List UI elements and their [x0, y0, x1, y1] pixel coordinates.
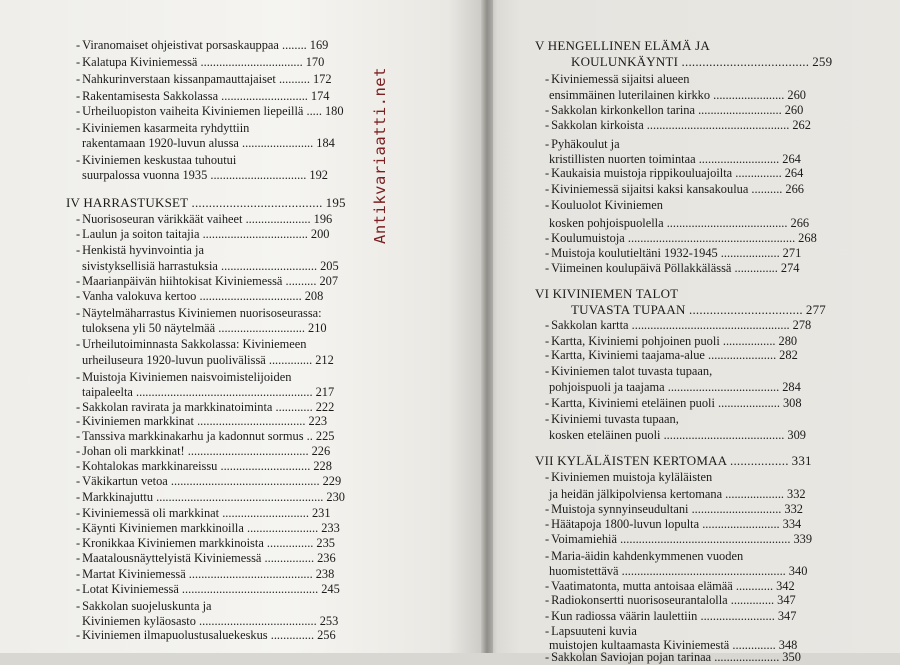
- entry-page-number: 266: [785, 182, 804, 196]
- entry-title: Kun radiossa väärin laulettiin ........................: [551, 609, 775, 623]
- entry-page-number: 260: [787, 88, 806, 102]
- toc-entry: [545, 502, 803, 517]
- toc-entry: [76, 153, 236, 168]
- toc-entry: [545, 470, 712, 485]
- entry-page-number: 280: [778, 334, 798, 348]
- toc-entry: [76, 38, 328, 53]
- entry-title: Lapsuuteni kuvia: [551, 624, 637, 638]
- toc-entry: [76, 567, 334, 582]
- entry-page-number: 340: [788, 564, 808, 578]
- entry-dash: -: [76, 212, 81, 226]
- entry-dash: -: [76, 289, 81, 303]
- entry-page-number: 200: [310, 227, 330, 241]
- entry-dash: -: [76, 459, 81, 473]
- entry-title: ja heidän jälkipolviensa kertomana ...................: [549, 487, 785, 501]
- entry-title: Häätapoja 1800-luvun lopulta .........................: [551, 517, 780, 531]
- toc-entry: [545, 364, 712, 379]
- toc-entry: [76, 490, 345, 505]
- entry-page-number: 282: [779, 348, 798, 362]
- entry-page-number: 226: [311, 444, 331, 458]
- entry-dash: -: [545, 334, 550, 348]
- toc-entry: [76, 582, 340, 597]
- toc-entry: [545, 624, 637, 639]
- entry-dash: -: [76, 400, 81, 414]
- toc-entry: [549, 88, 806, 103]
- entry-page-number: 208: [304, 289, 324, 303]
- entry-page-number: 308: [782, 396, 802, 410]
- toc-entry: [76, 212, 332, 227]
- entry-dash: -: [545, 198, 550, 212]
- entry-dash: -: [76, 337, 81, 351]
- toc-entry: [82, 385, 334, 400]
- entry-page-number: 233: [321, 521, 340, 535]
- entry-dash: -: [545, 650, 550, 664]
- entry-title: Viimeinen koulupäivä Pöllakkälässä ..............: [551, 261, 778, 275]
- entry-dash: -: [545, 579, 550, 593]
- entry-title: Kaukaisia muistoja rippikouluajoilta ...............: [551, 166, 782, 180]
- entry-page-number: 205: [320, 259, 339, 273]
- entry-title: Nuorisoseuran värikkäät vaiheet .....................: [82, 212, 311, 226]
- entry-title: Kiviniemessä sijaitsi kaksi kansakoulua ..........: [551, 182, 783, 196]
- toc-entry: [545, 182, 804, 197]
- toc-entry: [82, 136, 335, 151]
- entry-title: Sakkolan ravirata ja markkinatoiminta ............: [82, 400, 313, 414]
- toc-entry: [76, 370, 291, 385]
- entry-title: Kiviniemen keskustaa tuhoutui: [82, 153, 237, 167]
- entry-page-number: 245: [321, 582, 340, 596]
- entry-dash: -: [76, 506, 81, 520]
- toc-entry: [76, 274, 338, 289]
- watermark-text: Antikvariaatti.net: [371, 67, 389, 244]
- entry-page-number: 332: [784, 502, 803, 516]
- entry-title: Kiviniemi tuvasta tupaan,: [551, 412, 679, 426]
- entry-title: Kalatupa Kiviniemessä .................................: [82, 55, 303, 69]
- entry-dash: -: [545, 502, 550, 516]
- entry-title: kosken eteläinen puoli .......................................: [549, 428, 785, 442]
- entry-page-number: 228: [313, 459, 332, 473]
- entry-title: Kartta, Kiviniemi taajama-alue ......................: [551, 348, 777, 362]
- entry-title: Kronikkaa Kiviniemen markkinoista ...............: [82, 536, 314, 550]
- entry-title: Kiviniemen kasarmeita ryhdyttiin: [82, 121, 250, 135]
- toc-section-heading: [571, 54, 832, 69]
- toc-entry: [76, 414, 327, 429]
- toc-entry: [545, 593, 796, 608]
- toc-entry: [76, 72, 332, 87]
- toc-entry: [549, 216, 809, 231]
- entry-title: Väkikartun vetoa ................................................: [82, 474, 320, 488]
- entry-title: Voimamiehiä .......................................................: [551, 532, 791, 546]
- entry-title: tuloksena yli 50 näytelmää ............................: [82, 321, 305, 335]
- toc-entry: [549, 380, 801, 395]
- entry-dash: -: [76, 628, 81, 642]
- entry-title: Maria-äidin kahdenkymmenen vuoden: [551, 549, 744, 563]
- toc-section-heading: [535, 453, 812, 468]
- entry-dash: -: [545, 396, 550, 410]
- entry-page-number: 309: [787, 428, 806, 442]
- toc-entry: [76, 474, 341, 489]
- entry-page-number: 223: [308, 414, 328, 428]
- entry-dash: -: [76, 153, 81, 167]
- entry-page-number: 238: [315, 567, 335, 581]
- entry-title: Maatalousnäyttelyistä Kiviniemessä ................: [82, 551, 315, 565]
- entry-dash: -: [76, 599, 81, 613]
- toc-entry: [76, 243, 204, 258]
- entry-page-number: 210: [308, 321, 327, 335]
- toc-entry: [76, 459, 332, 474]
- entry-dash: -: [545, 364, 550, 378]
- entry-title: Kiviniemessä sijaitsi alueen: [551, 72, 690, 86]
- entry-dash: -: [76, 582, 81, 596]
- entry-title: pohjoispuoli ja taajama ....................................: [549, 380, 780, 394]
- toc-section-heading: [535, 286, 678, 301]
- entry-page-number: 339: [793, 532, 813, 546]
- entry-title: Kiviniemen ilmapuolustusaluekeskus ..............: [82, 628, 315, 642]
- entry-page-number: 347: [777, 593, 796, 607]
- toc-entry: [76, 306, 322, 321]
- entry-page-number: 212: [315, 353, 334, 367]
- entry-dash: -: [76, 55, 81, 69]
- entry-page-number: 174: [310, 89, 330, 103]
- entry-page-number: 222: [315, 400, 335, 414]
- entry-title: Vaatimatonta, mutta antoisaa elämää ............: [551, 579, 774, 593]
- entry-dash: -: [76, 474, 81, 488]
- entry-dash: -: [545, 246, 550, 260]
- entry-page-number: 170: [305, 55, 325, 69]
- entry-title: Tanssiva markkinakarhu ja kadonnut sormus ..: [82, 429, 313, 443]
- entry-title: Laulun ja soiton taitajia ..................................: [82, 227, 308, 241]
- toc-entry: [545, 137, 620, 152]
- entry-dash: -: [76, 429, 81, 443]
- toc-entry: [545, 334, 797, 349]
- entry-dash: -: [545, 593, 550, 607]
- toc-entry: [76, 55, 324, 70]
- entry-title: Muistoja Kiviniemen naisvoimistelijoiden: [82, 370, 292, 384]
- entry-page-number: 268: [798, 231, 817, 245]
- entry-page-number: 229: [322, 474, 342, 488]
- entry-page-number: 274: [780, 261, 800, 275]
- entry-page-number: 334: [782, 517, 802, 531]
- entry-page-number: 348: [778, 638, 798, 652]
- entry-dash: -: [76, 551, 81, 565]
- entry-page-number: 230: [326, 490, 345, 504]
- toc-entry: [545, 103, 803, 118]
- entry-title: ensimmäinen luterilainen kirkko .......................: [549, 88, 785, 102]
- entry-title: V HENGELLINEN ELÄMÄ JA: [535, 38, 710, 53]
- entry-title: Vanha valokuva kertoo .................................: [82, 289, 302, 303]
- entry-title: Kiviniemessä oli markkinat ............................: [82, 506, 309, 520]
- entry-title: kristillisten nuorten toimintaa ..........................: [549, 152, 780, 166]
- entry-title: kosken pohjoispuolella .......................................: [549, 216, 788, 230]
- entry-title: Kouluolot Kiviniemen: [551, 198, 663, 212]
- entry-title: Henkistä hyvinvointia ja: [82, 243, 204, 257]
- toc-entry: [76, 289, 323, 304]
- entry-dash: -: [545, 348, 550, 362]
- entry-page-number: 262: [792, 118, 811, 132]
- toc-entry: [76, 444, 330, 459]
- entry-title: Sakkolan suojeluskunta ja: [82, 599, 212, 613]
- entry-title: Kiviniemen kyläosasto ......................................: [82, 614, 317, 628]
- entry-dash: -: [76, 227, 81, 241]
- entry-page-number: 192: [309, 168, 328, 182]
- entry-title: Rakentamisesta Sakkolassa ............................: [82, 89, 308, 103]
- entry-page-number: 278: [792, 318, 812, 332]
- entry-title: suurpalossa vuonna 1935 ...............................: [82, 168, 307, 182]
- entry-title: Muistoja koulutieltäni 1932-1945 ...................: [551, 246, 780, 260]
- toc-entry: [549, 152, 801, 167]
- entry-page-number: 332: [787, 487, 806, 501]
- entry-page-number: 347: [777, 609, 797, 623]
- entry-title: Johan oli markkinat! .......................................: [82, 444, 309, 458]
- toc-entry: [545, 348, 798, 363]
- toc-entry: [82, 321, 327, 336]
- entry-title: Sakkolan kartta ...................................................: [551, 318, 790, 332]
- entry-title: Lotat Kiviniemessä ............................................: [82, 582, 319, 596]
- entry-dash: -: [76, 72, 81, 86]
- entry-page-number: 195: [325, 195, 346, 210]
- entry-page-number: 277: [805, 302, 826, 317]
- entry-title: TUVASTA TUPAAN .................................: [571, 302, 803, 317]
- entry-title: huomistettävä .....................................................: [549, 564, 786, 578]
- toc-section-heading: [535, 38, 710, 53]
- toc-entry: [76, 506, 331, 521]
- entry-title: Kartta, Kiviniemi eteläinen puoli ....................: [551, 396, 780, 410]
- entry-page-number: 256: [317, 628, 336, 642]
- toc-entry: [549, 428, 806, 443]
- entry-page-number: 253: [319, 614, 339, 628]
- entry-dash: -: [545, 118, 550, 132]
- entry-dash: -: [545, 231, 550, 245]
- entry-dash: -: [545, 103, 550, 117]
- toc-entry: [76, 429, 334, 444]
- entry-dash: -: [76, 414, 81, 428]
- entry-page-number: 207: [319, 274, 339, 288]
- toc-entry: [545, 231, 817, 246]
- entry-dash: -: [76, 536, 81, 550]
- toc-entry: [545, 198, 663, 213]
- toc-entry: [76, 599, 212, 614]
- entry-title: Käynti Kiviniemen markkinoilla .......................: [82, 521, 319, 535]
- entry-title: IV HARRASTUKSET ......................................: [66, 195, 323, 210]
- toc-entry: [545, 650, 801, 665]
- entry-title: VII KYLÄLÄISTEN KERTOMAA .................: [535, 453, 789, 468]
- entry-title: Radiokonsertti nuorisoseurantalolla ..............: [551, 593, 775, 607]
- toc-entry: [545, 579, 795, 594]
- entry-title: taipaleelta .........................................................: [82, 385, 313, 399]
- toc-entry: [545, 166, 803, 181]
- entry-title: Kartta, Kiviniemi pohjoinen puoli .................: [551, 334, 776, 348]
- entry-page-number: 225: [315, 429, 335, 443]
- entry-dash: -: [545, 549, 550, 563]
- entry-page-number: 342: [776, 579, 795, 593]
- toc-section-heading: [571, 302, 826, 317]
- entry-page-number: 331: [791, 453, 812, 468]
- entry-dash: -: [76, 38, 81, 52]
- entry-dash: -: [545, 517, 550, 531]
- entry-dash: -: [76, 567, 81, 581]
- toc-entry: [545, 72, 689, 87]
- entry-dash: -: [545, 318, 550, 332]
- entry-dash: -: [545, 261, 550, 275]
- entry-dash: -: [76, 89, 81, 103]
- entry-title: Näytelmäharrastus Kiviniemen nuorisoseurassa:: [82, 306, 322, 320]
- toc-entry: [76, 227, 330, 242]
- entry-title: Pyhäkoulut ja: [551, 137, 620, 151]
- toc-entry: [76, 104, 344, 119]
- entry-title: Kohtalokas markkinareissu .............................: [82, 459, 311, 473]
- entry-dash: -: [545, 609, 550, 623]
- toc-entry: [76, 551, 336, 566]
- toc-section-heading: [66, 195, 346, 210]
- entry-dash: -: [76, 444, 81, 458]
- toc-entry: [545, 609, 796, 624]
- entry-dash: -: [76, 521, 81, 535]
- entry-dash: -: [545, 72, 550, 86]
- entry-page-number: 350: [782, 650, 801, 664]
- entry-page-number: 172: [312, 72, 332, 86]
- entry-title: Maarianpäivän hiihtokisat Kiviniemessä ..........: [82, 274, 317, 288]
- toc-entry: [545, 318, 811, 333]
- entry-title: Kiviniemen markkinat ...................................: [82, 414, 306, 428]
- entry-title: Muistoja synnyinseudultani .............................: [551, 502, 782, 516]
- toc-entry: [76, 536, 335, 551]
- entry-title: muistojen kultaamasta Kiviniemestä ..............: [549, 638, 776, 652]
- entry-page-number: 264: [782, 152, 801, 166]
- book-gutter: [481, 0, 493, 653]
- toc-entry: [545, 532, 812, 547]
- entry-page-number: 180: [324, 104, 344, 118]
- toc-entry: [76, 121, 249, 136]
- entry-page-number: 184: [316, 136, 335, 150]
- toc-entry: [76, 628, 336, 643]
- toc-entry: [76, 337, 307, 352]
- entry-title: Nahkurinverstaan kissanpamauttajaiset ..........: [82, 72, 310, 86]
- toc-entry: [549, 564, 807, 579]
- entry-page-number: 259: [812, 54, 833, 69]
- entry-title: Kiviniemen muistoja kyläläisten: [551, 470, 713, 484]
- toc-entry: [545, 118, 811, 133]
- entry-title: Urheilutoiminnasta Sakkolassa: Kiviniemeen: [82, 337, 307, 351]
- entry-dash: -: [545, 182, 550, 196]
- entry-dash: -: [545, 166, 550, 180]
- entry-page-number: 266: [790, 216, 810, 230]
- entry-dash: -: [76, 306, 81, 320]
- entry-dash: -: [76, 243, 81, 257]
- toc-entry: [82, 353, 334, 368]
- entry-title: Urheiluopiston vaiheita Kiviniemen liepeillä .....: [82, 104, 322, 118]
- entry-page-number: 217: [315, 385, 335, 399]
- toc-entry: [545, 261, 799, 276]
- toc-entry: [82, 614, 338, 629]
- entry-title: sivistyksellisiä harrastuksia ...............................: [82, 259, 318, 273]
- entry-page-number: 231: [311, 506, 331, 520]
- right-page: [487, 0, 900, 664]
- entry-title: Sakkolan Saviojan pojan tarinaa .....................: [551, 650, 780, 664]
- entry-page-number: 284: [782, 380, 801, 394]
- entry-page-number: 196: [313, 212, 333, 226]
- entry-dash: -: [545, 412, 550, 426]
- toc-entry: [76, 400, 334, 415]
- entry-page-number: 260: [784, 103, 804, 117]
- entry-title: Kiviniemen talot tuvasta tupaan,: [551, 364, 713, 378]
- entry-dash: -: [76, 121, 81, 135]
- entry-page-number: 235: [316, 536, 335, 550]
- entry-dash: -: [76, 274, 81, 288]
- entry-page-number: 264: [784, 166, 804, 180]
- toc-entry: [82, 168, 328, 183]
- entry-page-number: 236: [317, 551, 336, 565]
- entry-dash: -: [76, 490, 81, 504]
- entry-title: KOULUNKÄYNTI .....................................: [571, 54, 810, 69]
- toc-entry: [76, 89, 330, 104]
- entry-page-number: 169: [309, 38, 329, 52]
- toc-entry: [545, 517, 801, 532]
- entry-dash: -: [545, 624, 550, 638]
- entry-dash: -: [76, 104, 81, 118]
- toc-entry: [82, 259, 339, 274]
- entry-dash: -: [545, 137, 550, 151]
- entry-title: Sakkolan kirkoista ..............................................: [551, 118, 790, 132]
- toc-entry: [76, 521, 340, 536]
- entry-title: Sakkolan kirkonkellon tarina ...........................: [551, 103, 782, 117]
- toc-entry: [545, 412, 679, 427]
- entry-title: urheiluseura 1920-luvun puolivälissä ..............: [82, 353, 313, 367]
- entry-title: Martat Kiviniemessä ........................................: [82, 567, 313, 581]
- entry-title: Koulumuistoja ......................................................: [551, 231, 796, 245]
- toc-entry: [545, 396, 802, 411]
- entry-dash: -: [76, 370, 81, 384]
- entry-title: Viranomaiset ohjeistivat porsaskauppaa ........: [82, 38, 307, 52]
- entry-dash: -: [545, 470, 550, 484]
- toc-entry: [545, 246, 801, 261]
- entry-title: VI KIVINIEMEN TALOT: [535, 286, 679, 301]
- entry-dash: -: [545, 532, 550, 546]
- toc-entry: [545, 549, 743, 564]
- toc-entry: [549, 487, 806, 502]
- entry-page-number: 271: [782, 246, 802, 260]
- entry-title: Markkinajuttu ......................................................: [82, 490, 324, 504]
- entry-title: rakentamaan 1920-luvun alussa .......................: [82, 136, 314, 150]
